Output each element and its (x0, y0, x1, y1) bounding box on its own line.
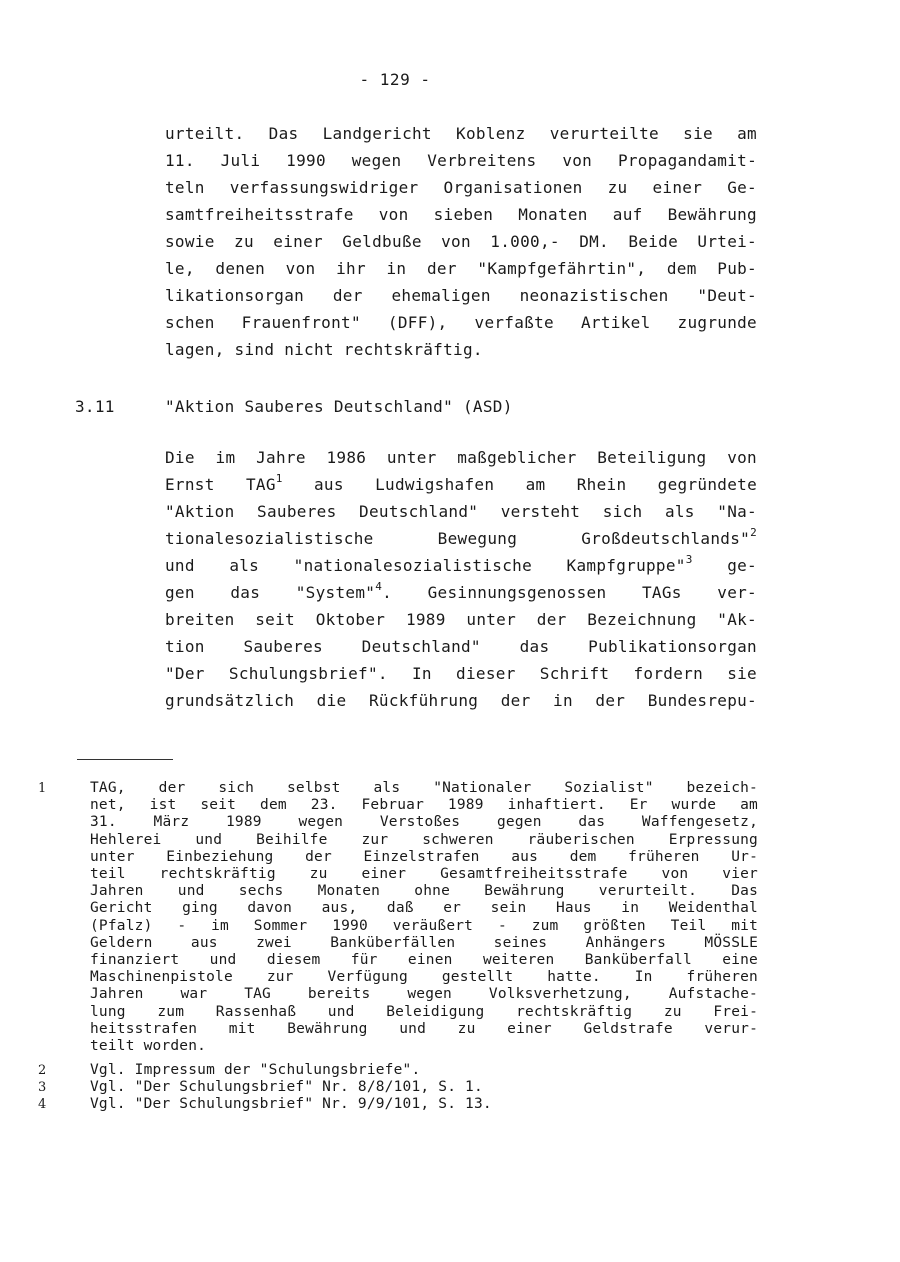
section-paragraph (165, 444, 757, 714)
footnote-line: heitsstrafen mit Bewährung und zu einer Geldstrafe verur- (90, 1020, 758, 1037)
footnote-mark: 4 (38, 1097, 47, 1112)
text-line: grundsätzlich die Rückführung der in der Bundesrepu- (165, 691, 757, 710)
text-line (165, 471, 757, 498)
footnote-ref: 1 (275, 471, 283, 485)
text-segment: tionalesozialistische Bewegung Großdeutschlands" (165, 529, 751, 548)
text-line (165, 579, 757, 606)
footnote-1 (90, 780, 758, 1055)
footnote-2: Vgl. Impressum der "Schulungsbriefe". (90, 1062, 421, 1078)
footnote-line: lung zum Rassenhaß und Beleidigung rechtskräftig zu Frei- (90, 1003, 758, 1020)
footnote-ref: 3 (685, 552, 693, 566)
footnote-line: teilt worden. (90, 1038, 207, 1055)
text-segment: aus Ludwigshafen am Rhein gegründete (282, 475, 758, 494)
text-line: lagen, sind nicht rechtskräftig. (165, 340, 483, 359)
footnote-line: Geldern aus zwei Banküberfällen seines Anhängers MÖSSLE (90, 934, 758, 951)
text-line: samtfreiheitsstrafe von sieben Monaten auf Bewährung (165, 205, 757, 224)
footnote-divider (77, 759, 173, 760)
text-segment: und als "nationalesozialistische Kampfgruppe" (165, 556, 686, 575)
text-line: teln verfassungswidriger Organisationen zu einer Ge- (165, 178, 757, 197)
text-line: "Der Schulungsbrief". In dieser Schrift fordern sie (165, 664, 757, 683)
section-title: "Aktion Sauberes Deutschland" (ASD) (165, 397, 513, 416)
text-line: Die im Jahre 1986 unter maßgeblicher Beteiligung von (165, 448, 757, 467)
footnote-line: Jahren und sechs Monaten ohne Bewährung verurteilt. Das (90, 883, 758, 900)
footnote-3: Vgl. "Der Schulungsbrief" Nr. 8/8/101, S. 1. (90, 1079, 483, 1095)
text-segment: . Gesinnungsgenossen TAGs ver- (382, 583, 757, 602)
footnote-line: net, ist seit dem 23. Februar 1989 inhaftiert. Er wurde am (90, 797, 758, 814)
text-line: 11. Juli 1990 wegen Verbreitens von Propagandamit- (165, 151, 757, 170)
footnote-line: teil rechtskräftig zu einer Gesamtfreiheitsstrafe von vier (90, 866, 758, 883)
text-line: "Aktion Sauberes Deutschland" versteht sich als "Na- (165, 502, 757, 521)
footnote-line: TAG, der sich selbst als "Nationaler Sozialist" bezeich- (90, 780, 758, 796)
text-segment: gen das "System" (165, 583, 376, 602)
text-line: le, denen von ihr in der "Kampfgefährtin", dem Pub- (165, 259, 757, 278)
footnote-mark: 3 (38, 1080, 47, 1095)
footnote-line: Jahren war TAG bereits wegen Volksverhetzung, Aufstache- (90, 986, 758, 1003)
footnote-line: Maschinenpistole zur Verfügung gestellt hatte. In früheren (90, 969, 758, 986)
intro-paragraph (165, 120, 757, 363)
text-line (165, 552, 757, 579)
page-number: - 129 - (359, 70, 431, 89)
text-line: sowie zu einer Geldbuße von 1.000,- DM. Beide Urtei- (165, 232, 757, 251)
footnote-line: finanziert und diesem für einen weiteren Banküberfall eine (90, 952, 758, 969)
footnote-line: 31. März 1989 wegen Verstoßes gegen das Waffengesetz, (90, 814, 758, 831)
footnote-mark: 2 (38, 1063, 47, 1078)
footnote-line: unter Einbeziehung der Einzelstrafen aus dem früheren Ur- (90, 848, 758, 865)
text-segment: ge- (692, 556, 757, 575)
text-segment: Ernst TAG (165, 475, 276, 494)
footnote-line: Gericht ging davon aus, daß er sein Haus in Weidenthal (90, 900, 758, 917)
text-line: likationsorgan der ehemaligen neonazistischen "Deut- (165, 286, 757, 305)
footnote-mark: 1 (38, 781, 47, 796)
footnote-ref: 4 (375, 579, 383, 593)
footnote-line: Hehlerei und Beihilfe zur schweren räuberischen Erpressung (90, 831, 758, 848)
text-line: breiten seit Oktober 1989 unter der Bezeichnung "Ak- (165, 610, 757, 629)
text-line (165, 525, 757, 552)
section-number: 3.11 (75, 397, 115, 416)
text-line: schen Frauenfront" (DFF), verfaßte Artikel zugrunde (165, 313, 757, 332)
text-line: urteilt. Das Landgericht Koblenz verurteilte sie am (165, 124, 757, 143)
footnote-ref: 2 (750, 525, 757, 539)
footnote-line: (Pfalz) - im Sommer 1990 veräußert - zum größten Teil mit (90, 917, 758, 934)
text-line: tion Sauberes Deutschland" das Publikationsorgan (165, 637, 757, 656)
footnote-4: Vgl. "Der Schulungsbrief" Nr. 9/9/101, S. 13. (90, 1096, 492, 1112)
